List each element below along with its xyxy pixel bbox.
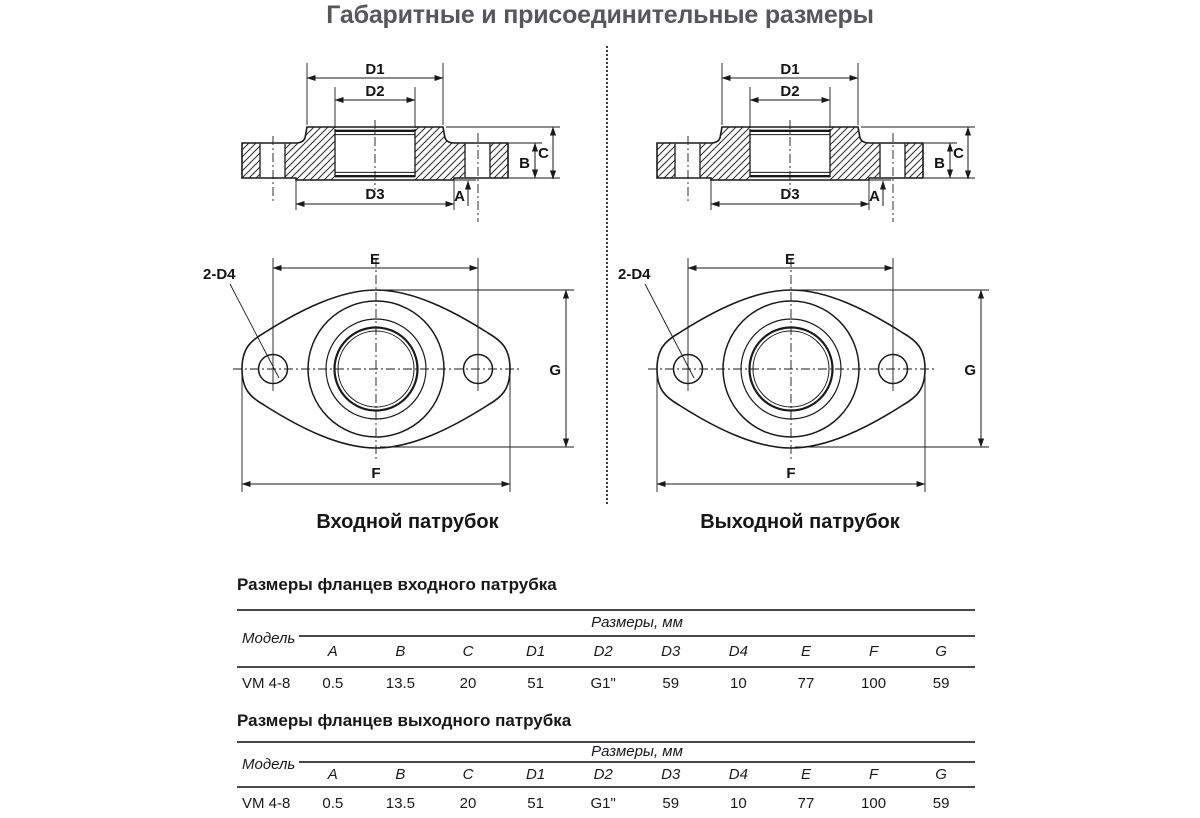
table-cell: G1": [590, 794, 616, 812]
dim-label-a: A: [454, 188, 465, 205]
dim-label-holes: 2-D4: [203, 266, 236, 283]
section-view: [657, 61, 975, 222]
column-headers: [299, 637, 975, 666]
model-header: Модель: [242, 756, 296, 773]
column-header: D3: [661, 643, 681, 660]
dim-label-g: G: [964, 362, 976, 379]
column-header: D4: [728, 643, 748, 660]
table-cell: 59: [662, 675, 680, 692]
table-cell: 51: [527, 675, 544, 692]
dim-label-d3: D3: [365, 186, 385, 203]
table-cell: 0.5: [322, 675, 344, 692]
outlet-flange-drawing: [610, 45, 1010, 507]
table-cell: 100: [861, 794, 887, 812]
column-header: E: [800, 643, 811, 660]
column-header: D2: [593, 643, 613, 660]
column-header: D1: [525, 766, 546, 783]
dim-label-c: C: [538, 145, 549, 162]
dim-label-d1: D1: [780, 61, 800, 78]
model-cell: VM 4-8: [242, 794, 291, 812]
inlet-caption: Входной патрубок: [316, 511, 499, 533]
dim-label-d3: D3: [780, 186, 800, 203]
table-cell: 77: [797, 675, 815, 692]
column-header: G: [935, 766, 947, 783]
table-cell: 59: [932, 675, 950, 692]
outlet-table-heading: Размеры фланцев выходного патрубка: [237, 711, 572, 730]
diagram-divider: [606, 46, 608, 504]
dim-label-c: C: [953, 145, 964, 162]
dim-label-d1: D1: [365, 61, 385, 78]
column-header: F: [868, 766, 879, 783]
column-header: A: [327, 766, 338, 783]
table-cell: 10: [730, 675, 747, 692]
column-header: E: [800, 766, 811, 783]
column-header: C: [462, 643, 474, 660]
page-title: Габаритные и присоединительные размеры: [326, 1, 874, 29]
dim-label-f: F: [371, 465, 381, 482]
table-cell: 20: [459, 675, 477, 692]
table-row: [237, 788, 975, 818]
inlet-flange-drawing: [195, 45, 595, 507]
inlet-flange-table: [237, 609, 975, 699]
dim-label-g: G: [549, 362, 561, 379]
column-header: B: [395, 766, 406, 783]
table-cell: 10: [730, 794, 747, 812]
table-cell: 13.5: [385, 675, 415, 692]
column-header: D4: [728, 766, 748, 783]
dim-label-d2: D2: [780, 83, 800, 100]
dim-label-e: E: [784, 251, 796, 268]
table-cell: 59: [932, 794, 950, 812]
model-header: Модель: [242, 630, 296, 647]
dim-label-b: B: [934, 155, 945, 172]
column-header: B: [395, 643, 406, 660]
front-view: [203, 251, 574, 492]
section-view: [242, 61, 560, 222]
dim-label-holes: 2-D4: [618, 266, 651, 283]
dimension-tables: [237, 575, 975, 818]
table-cell: 20: [459, 794, 477, 812]
table-cell: G1": [590, 675, 616, 692]
sizes-header: Размеры, мм: [299, 611, 975, 637]
model-cell: VM 4-8: [242, 675, 291, 692]
dim-label-d2: D2: [365, 83, 385, 100]
sizes-header: Размеры, мм: [299, 743, 975, 763]
column-header: A: [327, 643, 338, 660]
table-cell: 59: [662, 794, 680, 812]
dim-label-f: F: [786, 465, 796, 482]
column-header: D2: [593, 766, 613, 783]
column-header: G: [935, 643, 947, 660]
outlet-flange-table: [237, 741, 975, 818]
table-cell: 51: [527, 794, 544, 812]
table-cell: 77: [797, 794, 815, 812]
dim-label-e: E: [369, 251, 381, 268]
dim-label-b: B: [519, 155, 530, 172]
outlet-caption: Выходной патрубок: [700, 511, 900, 533]
column-headers: [299, 763, 975, 786]
column-header: F: [868, 643, 879, 660]
front-view: [618, 251, 989, 492]
table-cell: 13.5: [385, 794, 415, 812]
table-cell: 0.5: [322, 794, 344, 812]
inlet-table-heading: Размеры фланцев входного патрубка: [237, 575, 557, 594]
column-header: C: [462, 766, 474, 783]
table-cell: 100: [861, 675, 887, 692]
column-header: D1: [525, 643, 546, 660]
dim-label-a: A: [869, 188, 880, 205]
table-row: [237, 668, 975, 699]
column-header: D3: [661, 766, 681, 783]
